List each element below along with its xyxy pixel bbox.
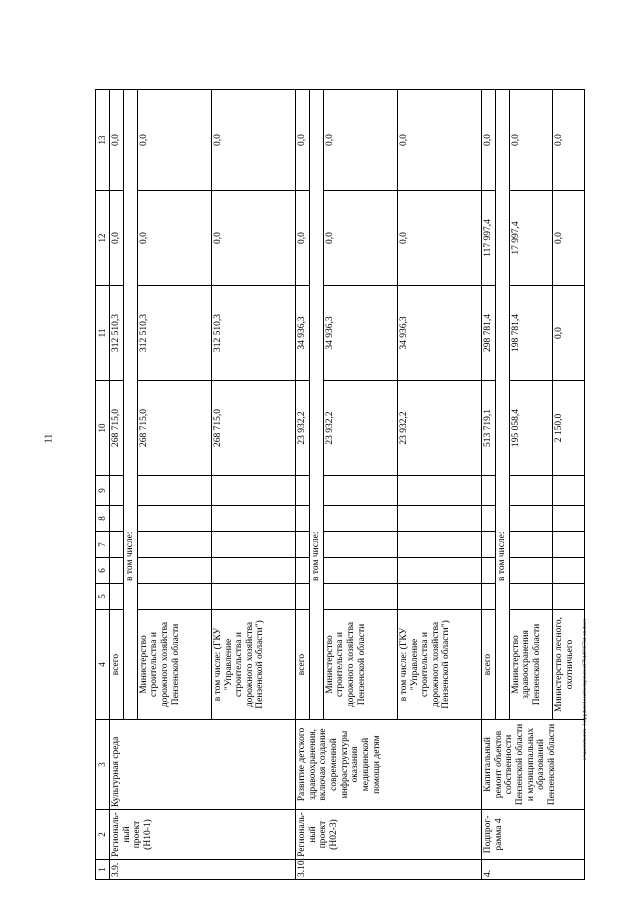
col-header: 8 xyxy=(96,506,110,532)
col-header: 12 xyxy=(96,191,110,286)
value-cell: 312 510,3 xyxy=(137,286,211,381)
col-header: 9 xyxy=(96,476,110,506)
col-header: 2 xyxy=(96,810,110,860)
value-cell: 0,0 xyxy=(553,90,585,191)
table-row xyxy=(110,90,124,880)
executor-total: всего xyxy=(482,610,496,720)
value-cell: 298 781,4 xyxy=(482,286,496,381)
col-header: 3 xyxy=(96,720,110,810)
value-cell: 23 932,2 xyxy=(296,381,310,476)
value-cell: 23 932,2 xyxy=(397,381,481,476)
value-cell: 0,0 xyxy=(137,191,211,286)
value-cell: 0,0 xyxy=(323,191,397,286)
budget-table-rotated xyxy=(95,90,585,880)
including-label: в том числе: xyxy=(496,90,510,720)
col-header: 11 xyxy=(96,286,110,381)
value-cell: 0,0 xyxy=(296,191,310,286)
row-number: 3.10. xyxy=(296,860,482,880)
value-cell: 268 715,0 xyxy=(137,381,211,476)
value-cell: 0,0 xyxy=(211,90,295,191)
header-row xyxy=(96,90,110,880)
executor-name: в том числе: (ГКУ "Управление строительства и дорожного хозяйства Пензенской области") xyxy=(397,610,481,720)
event-name: Развитие детского здравоохранения, включая создание современной инфраструктуры оказания медицинской помощи детям xyxy=(296,720,482,810)
executor-total: всего xyxy=(296,610,310,720)
value-cell: 312 510,3 xyxy=(110,286,124,381)
value-cell: 268 715,0 xyxy=(110,381,124,476)
value-cell: 198 781,4 xyxy=(509,286,553,381)
project-code: Подпрог-рамма 4 xyxy=(482,810,585,860)
project-code: Региональ-ный проект (Н10-1) xyxy=(110,810,296,860)
budget-table xyxy=(95,89,585,880)
value-cell: 17 997,4 xyxy=(509,191,553,286)
executor-name: Министерство лесного, охотничьего xyxy=(553,610,585,720)
row-number: 3.9. xyxy=(110,860,296,880)
col-header: 6 xyxy=(96,558,110,584)
including-label: в том числе: xyxy=(310,90,324,720)
row-number: 4. xyxy=(482,860,585,880)
value-cell: 0,0 xyxy=(110,191,124,286)
value-cell: 0,0 xyxy=(553,286,585,381)
value-cell: 0,0 xyxy=(137,90,211,191)
value-cell: 34 936,3 xyxy=(397,286,481,381)
value-cell: 0,0 xyxy=(397,90,481,191)
value-cell: 268 715,0 xyxy=(211,381,295,476)
value-cell: 0,0 xyxy=(296,90,310,191)
event-name: Капитальный ремонт объектов собственности Пензенской области и муниципальных образований Пензенской области xyxy=(482,720,585,810)
col-header: 7 xyxy=(96,532,110,558)
event-name: Культурная среда xyxy=(110,720,296,810)
col-header: 5 xyxy=(96,584,110,610)
col-header: 4 xyxy=(96,610,110,720)
value-cell: 34 936,3 xyxy=(296,286,310,381)
project-code: Региональ-ный проект (Н02-3) xyxy=(296,810,482,860)
col-header: 10 xyxy=(96,381,110,476)
value-cell: 23 932,2 xyxy=(323,381,397,476)
table-row xyxy=(296,90,310,880)
footer-file-path: c:\users\borok~1\appdata\local\temp\notes879449\6734-sn.docx xyxy=(582,618,588,760)
value-cell: 34 936,3 xyxy=(323,286,397,381)
executor-name: Министерство здравоохранения Пензенской области xyxy=(509,610,553,720)
value-cell: 195 058,4 xyxy=(509,381,553,476)
value-cell: 0,0 xyxy=(397,191,481,286)
col-header: 13 xyxy=(96,90,110,191)
including-label: в том числе: xyxy=(124,90,138,720)
executor-total: всего xyxy=(110,610,124,720)
value-cell: 117 997,4 xyxy=(482,191,496,286)
value-cell: 0,0 xyxy=(110,90,124,191)
table-row xyxy=(482,90,496,880)
value-cell: 0,0 xyxy=(509,90,553,191)
value-cell: 0,0 xyxy=(553,191,585,286)
page-number: 11 xyxy=(43,433,55,444)
value-cell: 2 150,0 xyxy=(553,381,585,476)
value-cell: 312 510,3 xyxy=(211,286,295,381)
value-cell: 0,0 xyxy=(323,90,397,191)
executor-name: в том числе: (ГКУ "Управление строительства и дорожного хозяйства Пензенской области") xyxy=(211,610,295,720)
value-cell: 513 719,1 xyxy=(482,381,496,476)
executor-name: Министерство строительства и дорожного хозяйства Пензенской области xyxy=(137,610,211,720)
col-header: 1 xyxy=(96,860,110,880)
value-cell: 0,0 xyxy=(482,90,496,191)
value-cell: 0,0 xyxy=(211,191,295,286)
executor-name: Министерство строительства и дорожного хозяйства Пензенской области xyxy=(323,610,397,720)
